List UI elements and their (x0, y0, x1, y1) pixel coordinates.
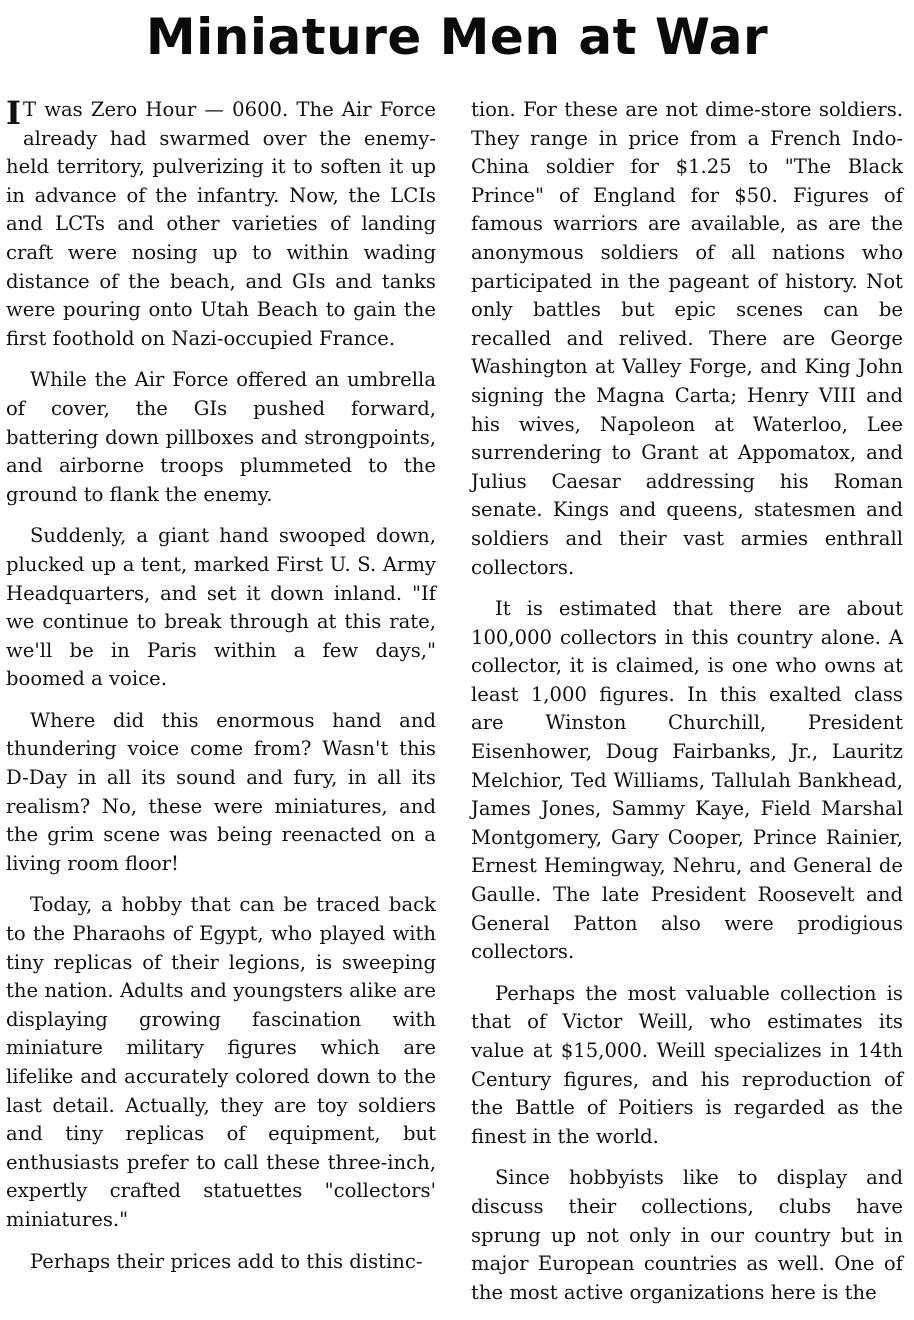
paragraph-1-text: T was Zero Hour — 0600. The Air Force already had swarmed over the enemy-held territory, pulverizing it to soften it up in advance of the infantry. Now, the LCIs and LCTs and other varieties of landing craft were nosing up to within wading distance of the beach, and GIs and tanks were pouring onto Utah Beach to gain the first foothold on Nazi-occupied France. (6, 98, 436, 350)
paragraph-5: Today, a hobby that can be traced back to the Pharaohs of Egypt, who played with tiny replicas of their legions, is sweeping the nation. Adults and youngsters alike are displaying growing fascination with miniature military figures which are lifelike and accurately colored down to the last detail. Actually, they are toy soldiers and tiny replicas of equipment, but enthusiasts prefer to call these three-inch, expertly crafted statuettes "collectors' miniatures." (6, 893, 436, 1231)
paragraph-4: Where did this enormous hand and thundering voice come from? Wasn't this D-Day in all its sound and fury, in all its realism? No, these were miniatures, and the grim scene was being reenacted on a living room floor! (6, 708, 436, 875)
paragraph-7: tion. For these are not dime-store soldiers. They range in price from a French Indo-China soldier for $1.25 to "The Black Prince" of England for $50. Figures of famous warriors are available, as are the anonymous soldiers of all nations who participated in the pageant of history. Not only battles but epic scenes can be recalled and relived. There are George Washington at Valley Forge, and King John signing the Magna Carta; Henry VIII and his wives, Napoleon at Waterloo, Lee surrendering to Grant at Appomatox, and Julius Caesar addressing his Roman senate. Kings and queens, statesmen and soldiers and their vast armies enthrall collectors. (471, 98, 903, 579)
paragraph-9: Perhaps the most valuable collection is that of Victor Weill, who estimates its value at $15,000. Weill specializes in 14th Century figures, and his reproduction of the Battle of Poitiers is regarded as the finest in the world. (471, 981, 903, 1148)
paragraph-6: Perhaps their prices add to this distinc- (30, 1249, 423, 1273)
paragraph-8: It is estimated that there are about 100,000 collectors in this country alone. A collector, it is claimed, is one who owns at least 1,000 figures. In this exalted class are Winston Churchill, President Eisenhower, Doug Fairbanks, Jr., Lauritz Melchior, Ted Williams, Tallulah Bankhead, James Jones, Sammy Kaye, Field Marshal Montgomery, Gary Cooper, Prince Rainier, Ernest Hemingway, Nehru, and General de Gaulle. The late President Roosevelt and General Patton also were prodigious collectors. (471, 597, 903, 964)
paragraph-10: Since hobbyists like to display and discuss their collections, clubs have sprung up not only in our country but in major European countries as well. One of the most active organizations here is the (471, 1166, 903, 1304)
paragraph-2: While the Air Force offered an umbrella of cover, the GIs pushed forward, battering down pillboxes and strongpoints, and airborne troops plummeted to the ground to flank the enemy. (6, 368, 436, 506)
drop-cap: I (6, 94, 21, 132)
left-column (6, 96, 436, 1289)
paragraph-1 (6, 96, 436, 353)
right-column (471, 96, 903, 1320)
paragraph-3: Suddenly, a giant hand swooped down, plucked up a tent, marked First U. S. Army Headquarters, and set it down inland. "If we continue to break through at this rate, we'll be in Paris within a few days," boomed a voice. (6, 524, 436, 691)
article-title: Miniature Men at War (145, 8, 769, 66)
